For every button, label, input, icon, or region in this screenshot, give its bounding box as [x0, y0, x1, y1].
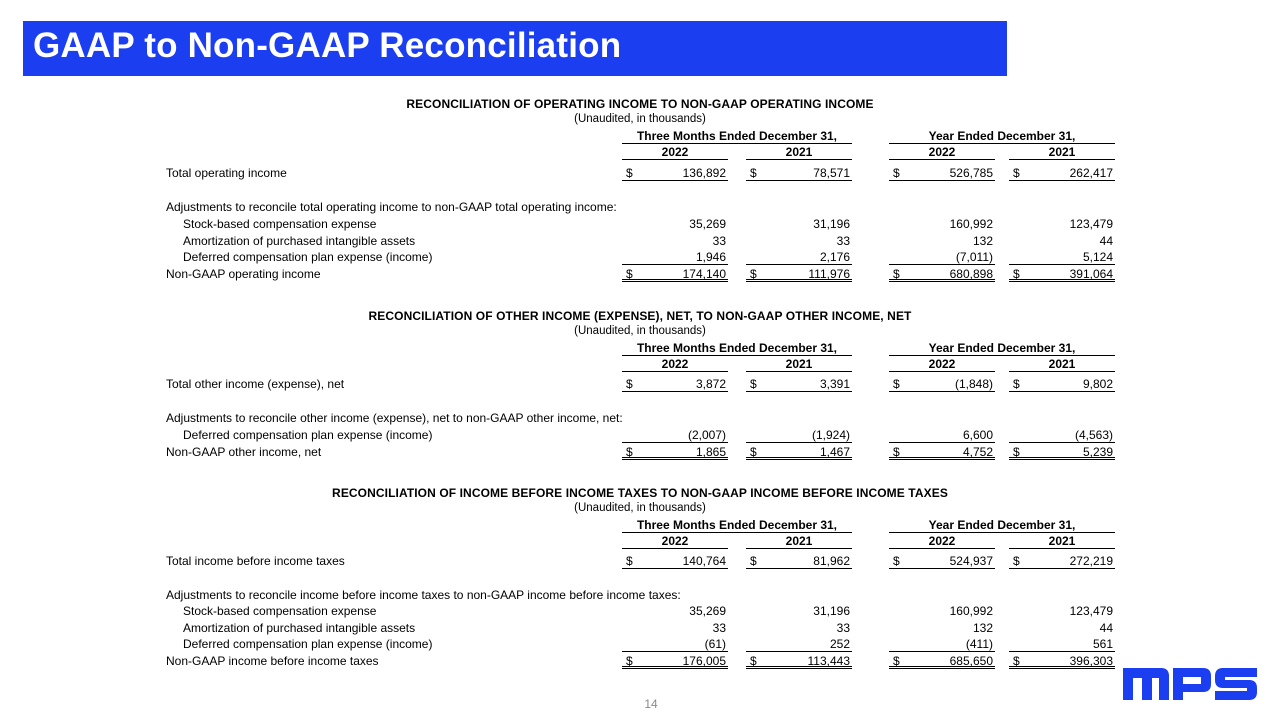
value-cell: 1,946: [622, 249, 728, 265]
period-header-three-months: Three Months Ended December 31,: [622, 518, 852, 533]
section-title: RECONCILIATION OF OTHER INCOME (EXPENSE), NET, TO NON-GAAP OTHER INCOME, NET: [368, 309, 912, 323]
year-header: 2022: [889, 357, 995, 372]
row-label: Stock-based compensation expense: [183, 604, 377, 618]
year-header: 2022: [889, 534, 995, 549]
value-cell: 561: [1009, 636, 1115, 652]
value-cell: $ 1,467: [746, 444, 852, 460]
value-cell: $ 391,064: [1009, 266, 1115, 282]
section-subtitle: (Unaudited, in thousands): [574, 113, 706, 125]
row-label: Deferred compensation plan expense (income): [183, 428, 433, 442]
value-cell: (411): [889, 636, 995, 652]
section-title: RECONCILIATION OF INCOME BEFORE INCOME TAXES TO NON-GAAP INCOME BEFORE INCOME TAXES: [332, 486, 948, 500]
value-cell: 33: [836, 234, 850, 248]
value-cell: 252: [746, 636, 852, 652]
value-cell: $ (1,848): [889, 376, 995, 392]
value-cell: 5,124: [1009, 249, 1115, 265]
table-row: [0, 249, 1280, 265]
value-cell: $ 9,802: [1009, 376, 1115, 392]
table-row: [0, 199, 1280, 215]
page-title: GAAP to Non-GAAP Reconciliation: [33, 26, 622, 65]
value-cell: $ 78,571: [746, 165, 852, 181]
year-header: 2021: [1009, 145, 1115, 160]
value-cell: $ 3,872: [622, 376, 728, 392]
table-row: [0, 553, 1280, 569]
year-header: 2022: [622, 534, 728, 549]
value-cell: $ 113,443: [746, 653, 852, 669]
value-cell: 33: [712, 621, 726, 635]
row-label: Non-GAAP income before income taxes: [166, 654, 379, 668]
period-header-year: Year Ended December 31,: [889, 518, 1115, 533]
value-cell: $ 524,937: [889, 553, 995, 569]
value-cell: (61): [622, 636, 728, 652]
table-row: [0, 410, 1280, 426]
value-cell: $ 1,865: [622, 444, 728, 460]
row-label: Stock-based compensation expense: [183, 217, 377, 231]
value-cell: 132: [972, 234, 993, 248]
value-cell: $ 526,785: [889, 165, 995, 181]
value-cell: 35,269: [689, 604, 726, 618]
value-cell: 44: [1099, 621, 1113, 635]
mps-logo: [1123, 662, 1257, 702]
title-bar: [23, 21, 1007, 76]
row-label: Adjustments to reconcile other income (expense), net to non-GAAP other income, net:: [166, 411, 623, 425]
value-cell: 160,992: [949, 604, 993, 618]
value-cell: $ 81,962: [746, 553, 852, 569]
row-label: Deferred compensation plan expense (income): [183, 637, 433, 651]
table-row: [0, 603, 1280, 619]
value-cell: (2,007): [622, 427, 728, 443]
value-cell: $ 396,303: [1009, 653, 1115, 669]
table-row: [0, 165, 1280, 181]
row-label: Amortization of purchased intangible assets: [183, 234, 416, 248]
year-header: 2021: [1009, 357, 1115, 372]
table-row: [0, 636, 1280, 652]
value-cell: $ 4,752: [889, 444, 995, 460]
value-cell: 33: [712, 234, 726, 248]
value-cell: $ 174,140: [622, 266, 728, 282]
year-header: 2021: [746, 357, 852, 372]
value-cell: 31,196: [813, 217, 850, 231]
period-header-year: Year Ended December 31,: [889, 129, 1115, 144]
year-header: 2021: [1009, 534, 1115, 549]
value-cell: 31,196: [813, 604, 850, 618]
year-header: 2021: [746, 534, 852, 549]
table-row-total: [0, 653, 1280, 669]
value-cell: 33: [836, 621, 850, 635]
value-cell: 35,269: [689, 217, 726, 231]
value-cell: 132: [972, 621, 993, 635]
value-cell: $ 262,417: [1009, 165, 1115, 181]
page-number: 14: [644, 697, 658, 711]
table-row: [0, 427, 1280, 443]
value-cell: (4,563): [1009, 427, 1115, 443]
year-header: 2022: [622, 357, 728, 372]
period-header-year: Year Ended December 31,: [889, 341, 1115, 356]
value-cell: 123,479: [1069, 604, 1113, 618]
value-cell: 6,600: [889, 427, 995, 443]
period-header-three-months: Three Months Ended December 31,: [622, 341, 852, 356]
value-cell: $ 111,976: [746, 266, 852, 282]
year-header: 2022: [622, 145, 728, 160]
table-row-total: [0, 266, 1280, 282]
table-row: [0, 620, 1280, 636]
row-label: Adjustments to reconcile total operating income to non-GAAP total operating income:: [166, 200, 617, 214]
row-label: Amortization of purchased intangible assets: [183, 621, 416, 635]
year-header: 2022: [889, 145, 995, 160]
year-header: 2021: [746, 145, 852, 160]
section-title: RECONCILIATION OF OPERATING INCOME TO NON-GAAP OPERATING INCOME: [406, 97, 874, 111]
row-label: Non-GAAP operating income: [166, 267, 321, 281]
value-cell: $ 140,764: [622, 553, 728, 569]
value-cell: 2,176: [746, 249, 852, 265]
table-row: [0, 587, 1280, 603]
value-cell: (1,924): [746, 427, 852, 443]
row-label: Non-GAAP other income, net: [166, 445, 322, 459]
value-cell: $ 3,391: [746, 376, 852, 392]
table-row-total: [0, 444, 1280, 460]
row-label: Total operating income: [166, 166, 287, 180]
table-row: [0, 233, 1280, 249]
value-cell: (7,011): [889, 249, 995, 265]
period-header-three-months: Three Months Ended December 31,: [622, 129, 852, 144]
value-cell: $ 680,898: [889, 266, 995, 282]
value-cell: 44: [1099, 234, 1113, 248]
section-subtitle: (Unaudited, in thousands): [574, 325, 706, 337]
row-label: Total other income (expense), net: [166, 377, 345, 391]
value-cell: $ 136,892: [622, 165, 728, 181]
table-row: [0, 376, 1280, 392]
row-label: Total income before income taxes: [166, 554, 345, 568]
value-cell: 123,479: [1069, 217, 1113, 231]
value-cell: $ 176,005: [622, 653, 728, 669]
table-row: [0, 216, 1280, 232]
value-cell: 160,992: [949, 217, 993, 231]
value-cell: $ 685,650: [889, 653, 995, 669]
row-label: Deferred compensation plan expense (income): [183, 250, 433, 264]
value-cell: $ 272,219: [1009, 553, 1115, 569]
row-label: Adjustments to reconcile income before income taxes to non-GAAP income before income taxes:: [166, 588, 681, 602]
value-cell: $ 5,239: [1009, 444, 1115, 460]
section-subtitle: (Unaudited, in thousands): [574, 502, 706, 514]
mps-logo-mark: [1123, 662, 1257, 702]
